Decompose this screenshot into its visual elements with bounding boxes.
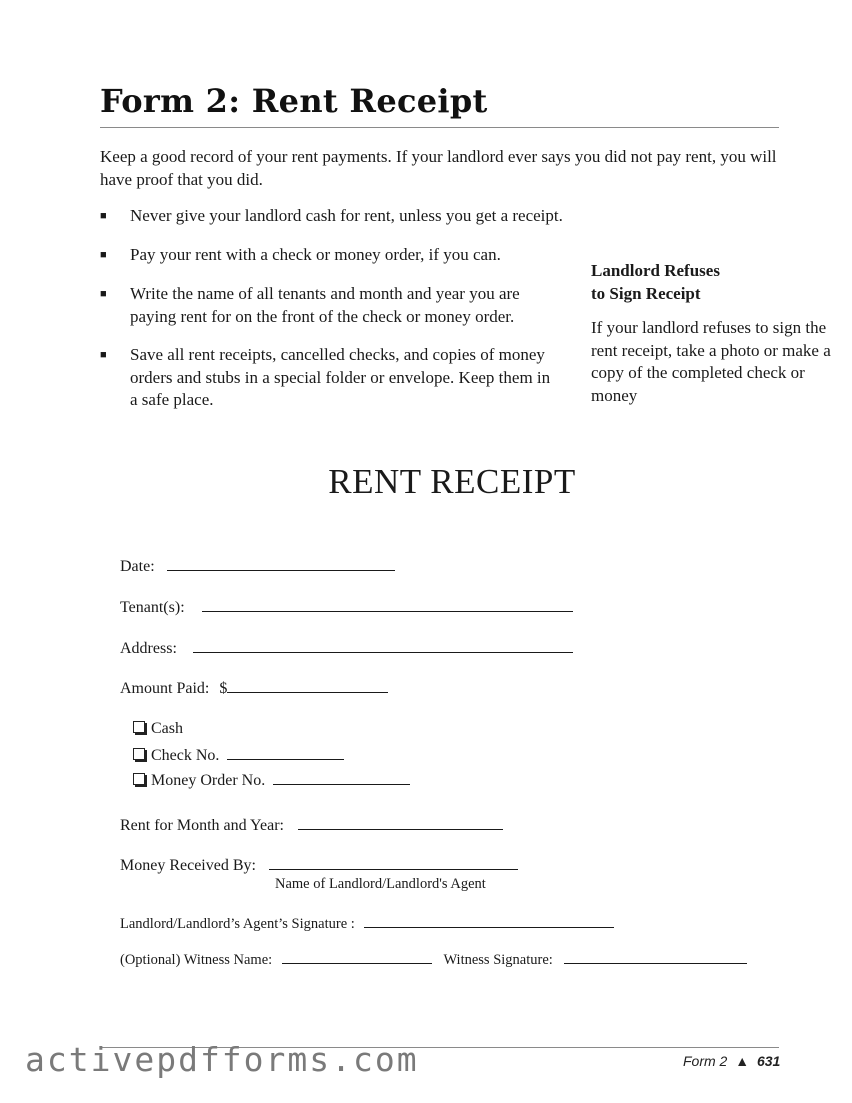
title-divider — [100, 127, 779, 128]
received-by-field[interactable] — [269, 855, 518, 870]
received-by-row — [120, 855, 518, 875]
footer-form-label: Form 2 — [683, 1053, 728, 1069]
received-by-label: Money Received By: — [120, 857, 256, 874]
page-title: Form 2: Rent Receipt — [100, 82, 488, 120]
signature-row — [120, 913, 614, 933]
triangle-icon: ▲ — [735, 1053, 750, 1069]
watermark: activepdfforms.com — [25, 1040, 419, 1079]
rent-period-row — [120, 815, 503, 835]
sidebar-heading-line: to Sign Receipt — [591, 283, 701, 303]
check-label: Check No. — [151, 747, 220, 764]
sidebar-heading-line: Landlord Refuses — [591, 261, 720, 280]
money-order-option[interactable] — [133, 770, 410, 790]
witness-name-field[interactable] — [282, 949, 432, 964]
square-bullet-icon: ■ — [100, 210, 107, 222]
bullet-item — [100, 344, 560, 412]
bullet-text: Write the name of all tenants and month and year you are paying rent for on the front of the check or money order. — [130, 284, 520, 326]
signature-field[interactable] — [364, 913, 614, 928]
rent-period-field[interactable] — [298, 815, 503, 830]
dollar-sign: $ — [219, 680, 228, 697]
tenants-row — [120, 597, 573, 617]
witness-signature-field[interactable] — [564, 949, 747, 964]
date-label: Date: — [120, 558, 155, 575]
page-footer — [683, 1053, 780, 1069]
address-label: Address: — [120, 640, 177, 657]
tenants-field[interactable] — [202, 597, 573, 612]
receipt-title: RENT RECEIPT — [328, 462, 576, 501]
page-number: 631 — [756, 1053, 781, 1069]
money-order-label: Money Order No. — [151, 772, 266, 789]
bullet-item — [100, 283, 570, 328]
square-bullet-icon: ■ — [100, 249, 107, 261]
check-checkbox[interactable] — [133, 748, 145, 760]
witness-signature-label: Witness Signature: — [443, 952, 553, 968]
cash-option[interactable] — [133, 720, 183, 738]
cash-checkbox[interactable] — [133, 721, 145, 733]
bullet-item — [100, 244, 570, 267]
witness-name-label: (Optional) Witness Name: — [120, 952, 273, 968]
rent-period-label: Rent for Month and Year: — [120, 817, 284, 834]
tenants-label: Tenant(s): — [120, 599, 185, 616]
sidebar-body: If your landlord refuses to sign the rent receipt, take a photo or make a copy of the completed check or money — [591, 318, 831, 405]
intro-paragraph: Keep a good record of your rent payments. If your landlord ever says you did not pay rent, you will have proof that you did. — [100, 147, 777, 189]
check-number-field[interactable] — [227, 745, 344, 760]
money-order-number-field[interactable] — [273, 770, 410, 785]
received-by-sublabel: Name of Landlord/Landlord's Agent — [275, 876, 486, 892]
cash-label: Cash — [151, 720, 183, 737]
bullet-text: Save all rent receipts, cancelled checks, and copies of money orders and stubs in a special folder or envelope. Keep them in a safe place. — [130, 345, 551, 409]
bullet-text: Pay your rent with a check or money order, if you can. — [130, 245, 501, 264]
money-order-checkbox[interactable] — [133, 773, 145, 785]
bullet-text: Never give your landlord cash for rent, unless you get a receipt. — [130, 206, 563, 225]
date-field[interactable] — [167, 556, 395, 571]
signature-label: Landlord/Landlord’s Agent’s Signature : — [120, 916, 355, 932]
amount-field[interactable] — [227, 678, 388, 693]
address-row — [120, 638, 573, 658]
amount-label: Amount Paid: — [120, 680, 210, 697]
bullet-item — [100, 205, 650, 228]
amount-row — [120, 678, 388, 698]
date-row — [120, 556, 395, 576]
witness-row — [120, 949, 747, 969]
square-bullet-icon: ■ — [100, 349, 107, 361]
check-option[interactable] — [133, 745, 344, 765]
square-bullet-icon: ■ — [100, 288, 107, 300]
address-field[interactable] — [193, 638, 573, 653]
sidebar-heading — [591, 260, 821, 305]
